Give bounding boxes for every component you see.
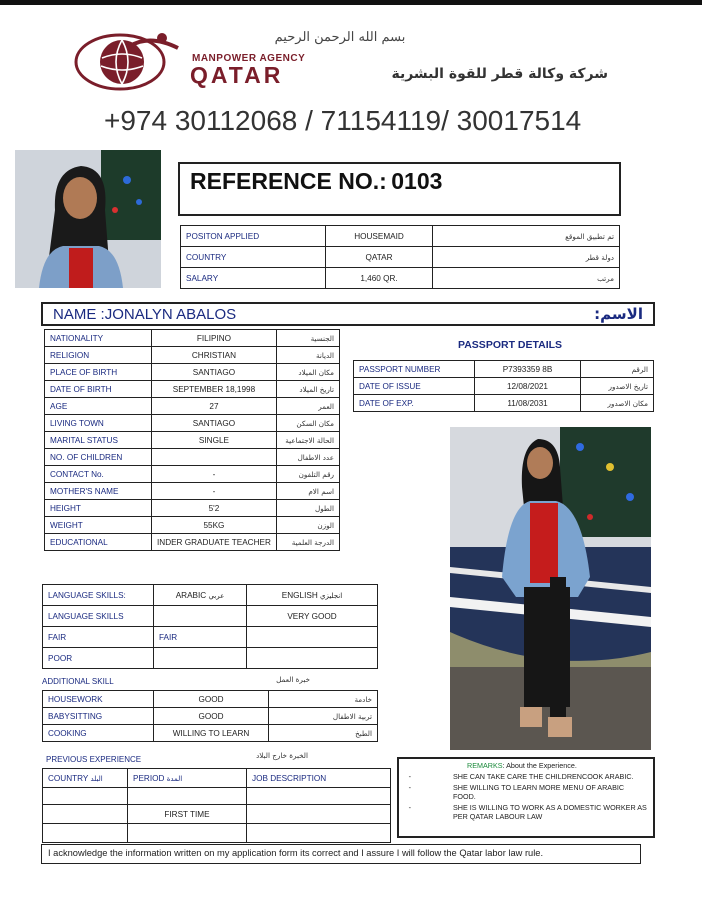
row-value: INDER GRADUATE TEACHER (152, 534, 277, 551)
name-arabic-label: الاسم (600, 305, 643, 323)
exp-cell (43, 824, 128, 843)
agency-name-big: QATAR (190, 62, 284, 88)
agency-name-arabic: شركة وكالة قطر للقوة البشرية (391, 66, 608, 82)
table-row (45, 415, 340, 432)
exp-cell (43, 788, 128, 805)
name-arabic (594, 305, 643, 323)
row-arabic: الدرجة العلمية (276, 534, 339, 551)
passport-title: PASSPORT DETAILS (458, 339, 563, 351)
row-label: DATE OF BIRTH (45, 381, 152, 398)
row-value: 55KG (152, 517, 277, 534)
salary-label: SALARY (181, 268, 326, 289)
table-row (43, 691, 378, 708)
country-value: QATAR (326, 247, 433, 268)
additional-skill-table (42, 690, 378, 742)
previous-experience-arabic: الخبرة خارج البلاد (256, 751, 308, 760)
exp-cell (43, 805, 128, 824)
row-label: HEIGHT (45, 500, 152, 517)
language-english-header (247, 585, 378, 606)
salary-arabic: مرتب (433, 268, 620, 289)
position-table (180, 225, 620, 289)
row-label: MARITAL STATUS (45, 432, 152, 449)
table-row (354, 395, 654, 412)
exp-col-country (43, 769, 128, 788)
table-row (43, 585, 378, 606)
table-row (45, 330, 340, 347)
row-value: CHRISTIAN (152, 347, 277, 364)
exp-first-time: FIRST TIME (128, 805, 247, 824)
table-row (43, 708, 378, 725)
fair-label: FAIR (43, 627, 154, 648)
table-row (354, 378, 654, 395)
table-row (45, 466, 340, 483)
language-arabic-label-ar: عربي (208, 591, 225, 600)
row-label: CONTACT No. (45, 466, 152, 483)
exp-cell (128, 824, 247, 843)
language-skills-arabic (154, 606, 247, 627)
language-arabic-label: ARABIC (175, 590, 207, 600)
additional-skill-label: ADDITIONAL SKILL (42, 677, 114, 686)
fair-arabic: FAIR (154, 627, 247, 648)
row-arabic: الطول (276, 500, 339, 517)
reference-label: REFERENCE NO.: (190, 168, 387, 194)
remarks-item: - SHE WILLING TO LEARN MORE MENU OF ARABIC FOOD. (415, 783, 647, 801)
row-arabic: مكان الاصدور (581, 395, 654, 412)
row-arabic: مكان السكن (276, 415, 339, 432)
exp-cell (247, 824, 391, 843)
row-arabic: الوزن (276, 517, 339, 534)
personal-details-table (44, 329, 340, 551)
table-row (181, 268, 620, 289)
table-row (45, 483, 340, 500)
row-label: HOUSEWORK (43, 691, 154, 708)
row-value: 5'2 (152, 500, 277, 517)
row-label: DATE OF ISSUE (354, 378, 475, 395)
row-label: NATIONALITY (45, 330, 152, 347)
top-border (0, 0, 702, 5)
phone-numbers: +974 30112068 / 71154119/ 30017514 (104, 105, 582, 136)
row-label: RELIGION (45, 347, 152, 364)
reference-box (178, 162, 621, 216)
row-value: FILIPINO (152, 330, 277, 347)
row-label: NO. OF CHILDREN (45, 449, 152, 466)
row-label: EDUCATIONAL (45, 534, 152, 551)
position-value: HOUSEMAID (326, 226, 433, 247)
row-arabic: اسم الام (276, 483, 339, 500)
name-label: NAME : (53, 306, 105, 323)
position-arabic: تم تطبيق الموقع (433, 226, 620, 247)
row-value: 27 (152, 398, 277, 415)
remarks-box (397, 757, 655, 838)
passport-table (353, 360, 654, 412)
exp-col-period (128, 769, 247, 788)
row-label: AGE (45, 398, 152, 415)
name-bar (41, 302, 655, 326)
row-value: 11/08/2031 (475, 395, 581, 412)
exp-country-label: COUNTRY (48, 773, 89, 783)
exp-period-arabic: المدة (166, 774, 183, 783)
row-arabic: الحالة الاجتماعية (276, 432, 339, 449)
exp-col-job: JOB DESCRIPTION (247, 769, 391, 788)
table-row (43, 606, 378, 627)
language-skills-label: LANGUAGE SKILLS (43, 606, 154, 627)
row-arabic: تربية الاطفال (269, 708, 378, 725)
row-label: DATE OF EXP. (354, 395, 475, 412)
language-arabic-header (154, 585, 247, 606)
table-row (181, 226, 620, 247)
salary-value: 1,460 QR. (326, 268, 433, 289)
row-arabic: الجنسية (276, 330, 339, 347)
table-row (45, 449, 340, 466)
additional-skill-arabic: خبرة العمل (276, 675, 310, 684)
remarks-title: REMARKS (467, 761, 503, 770)
previous-experience-label: PREVIOUS EXPERIENCE (46, 755, 142, 764)
table-row (45, 500, 340, 517)
applicant-name: JONALYN ABALOS (104, 306, 237, 323)
row-value: - (152, 483, 277, 500)
fair-english (247, 627, 378, 648)
table-row (43, 769, 391, 788)
table-row (45, 364, 340, 381)
table-row (43, 788, 391, 805)
row-label: BABYSITTING (43, 708, 154, 725)
row-value: WILLING TO LEARN (154, 725, 269, 742)
reference-number: 0103 (391, 168, 443, 194)
acknowledgement-box: I acknowledge the information written on my application form its correct and I assure I will follow the Qatar labor law rule. (41, 844, 641, 864)
row-arabic: مكان الميلاد (276, 364, 339, 381)
table-row (43, 725, 378, 742)
country-arabic: دولة قطر (433, 247, 620, 268)
row-value: 12/08/2021 (475, 378, 581, 395)
table-row (43, 627, 378, 648)
remarks-header (405, 761, 647, 770)
row-label: MOTHER'S NAME (45, 483, 152, 500)
full-body-photo (450, 427, 651, 750)
poor-label: POOR (43, 648, 154, 669)
exp-cell (247, 788, 391, 805)
language-table (42, 584, 378, 669)
row-label: COOKING (43, 725, 154, 742)
row-value (152, 449, 277, 466)
language-english-label: ENGLISH (281, 590, 318, 600)
remarks-item: - SHE CAN TAKE CARE THE CHILDRENCOOK ARABIC. (415, 772, 647, 781)
row-value: GOOD (154, 691, 269, 708)
row-arabic: الطبخ (269, 725, 378, 742)
table-row (43, 805, 391, 824)
name-colon: : (594, 305, 601, 323)
remarks-list (405, 772, 647, 821)
row-value: P7393359 8B (475, 361, 581, 378)
row-arabic: رقم التلفون (276, 466, 339, 483)
basmala: بسم الله الرحمن الرحيم (274, 30, 406, 45)
row-value: SEPTEMBER 18,1998 (152, 381, 277, 398)
row-value: SANTIAGO (152, 364, 277, 381)
row-arabic: العمر (276, 398, 339, 415)
language-skills-english: VERY GOOD (247, 606, 378, 627)
table-row (45, 534, 340, 551)
exp-cell (128, 788, 247, 805)
row-arabic: عدد الاطفال (276, 449, 339, 466)
table-row (181, 247, 620, 268)
exp-country-arabic: البلد (90, 774, 103, 783)
row-value: SINGLE (152, 432, 277, 449)
agency-logo (70, 28, 182, 94)
language-english-label-ar: انجليزي (320, 591, 343, 600)
row-arabic: الديانة (276, 347, 339, 364)
row-value: GOOD (154, 708, 269, 725)
row-label: PASSPORT NUMBER (354, 361, 475, 378)
exp-cell (247, 805, 391, 824)
row-label: WEIGHT (45, 517, 152, 534)
table-row (45, 398, 340, 415)
language-header: LANGUAGE SKILLS: (43, 585, 154, 606)
table-row (43, 824, 391, 843)
table-row (43, 648, 378, 669)
row-value: - (152, 466, 277, 483)
experience-table (42, 768, 391, 843)
table-row (45, 517, 340, 534)
poor-arabic (154, 648, 247, 669)
remarks-item: - SHE IS WILLING TO WORK AS A DOMESTIC WORKER AS PER QATAR LABOUR LAW (415, 803, 647, 821)
row-arabic: تاريخ الميلاد (276, 381, 339, 398)
poor-english (247, 648, 378, 669)
row-arabic: الرقم (581, 361, 654, 378)
country-label: COUNTRY (181, 247, 326, 268)
row-arabic: خادمة (269, 691, 378, 708)
row-value: SANTIAGO (152, 415, 277, 432)
row-arabic: تاريخ الاصدور (581, 378, 654, 395)
row-label: LIVING TOWN (45, 415, 152, 432)
agency-name-small: MANPOWER AGENCY (192, 53, 306, 64)
position-label: POSITON APPLIED (181, 226, 326, 247)
profile-photo (15, 150, 161, 288)
exp-period-label: PERIOD (133, 773, 165, 783)
table-row (45, 432, 340, 449)
remarks-subtitle: : About the Experience. (502, 761, 577, 770)
row-label: PLACE OF BIRTH (45, 364, 152, 381)
table-row (354, 361, 654, 378)
table-row (45, 347, 340, 364)
table-row (45, 381, 340, 398)
